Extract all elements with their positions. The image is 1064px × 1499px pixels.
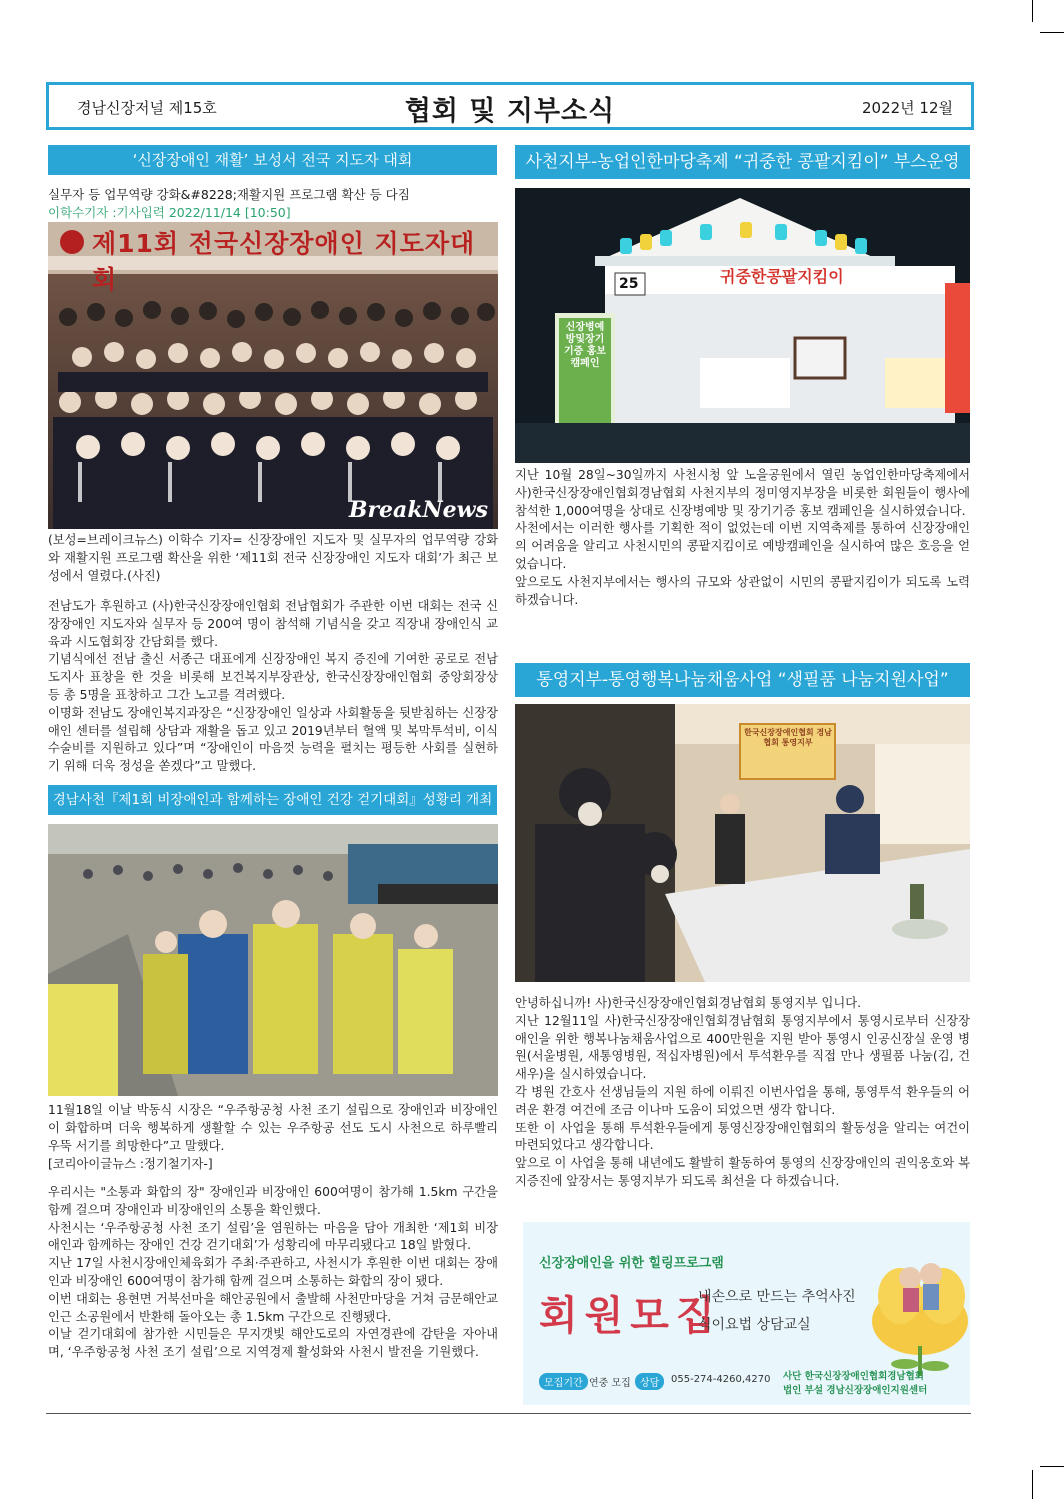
article4-paragraph: 또한 이 사업을 통해 투석환우들에게 통영신장장애인협회의 활동성을 알리는 여건이 마련되었다고 생각합니다. bbox=[515, 1120, 970, 1153]
article1-paragraph: 기념식에선 전남 출신 서종근 대표에게 신장장애인 복지 증진에 기여한 공로로 전남도지사 표창을 한 것을 비롯해 보건복지부장관상, 한국신장장애인협회 중앙회장상 등 총 5명을 표창하고 그간 노고를 격려했다. bbox=[48, 652, 498, 702]
article4-paragraph: 앞으로 이 사업을 통해 내년에도 활발히 활동하여 통영의 신장장애인의 권익옹호와 복지증진에 앞장서는 통영지부가 되도록 최선을 다 하겠습니다. bbox=[515, 1156, 970, 1188]
article2-paragraph: 이번 대회는 용현면 거북선마을 해안공원에서 출발해 사천만마당을 거쳐 금문해안교 인근 소공원에서 반환해 돌아오는 총 1.5km 구간으로 진행됐다. bbox=[48, 1291, 498, 1324]
convention-photo bbox=[48, 222, 498, 529]
article2-paragraph: 지난 17일 사천시장애인체육회가 주최·주관하고, 사천시가 후원한 이번 대회는 장애인과 비장애인 600여명이 참가해 함께 걸으며 소통하는 화합의 장이 됐다. bbox=[48, 1256, 498, 1288]
walking-event-photo bbox=[48, 824, 498, 1096]
article4-paragraph: 안녕하십니까! 사)한국신장장애인협회경남협회 통영지부 입니다. bbox=[515, 996, 862, 1010]
ad-flower-illustration bbox=[865, 1226, 970, 1376]
article2-source: [코리아이글뉴스 :정기철기자-] bbox=[48, 1157, 213, 1171]
journal-issue: 경남신장저널 제15호 bbox=[77, 99, 217, 117]
article3-paragraph: 지난 10월 28일~30일까지 사천시청 앞 노을공원에서 열린 농업인한마당축제에서 사)한국신장장애인협회경남협회 사천지부의 정미영지부장을 비롯한 회원들이 행사에 참석한 1,000여명을 상대로 신장병예방 및 장기기증 홍보 캠페인을 실시하였습니다. bbox=[515, 468, 970, 518]
article2-intro: 11월18일 이날 박동식 시장은 “우주항공청 사천 조기 설립으로 장애인과 비장애인이 화합하며 더욱 행복하게 생활할 수 있는 우주항공 선도 도시 사천으로 하루빨리 우뚝 서기를 희망한다”고 말했다. bbox=[48, 1103, 498, 1153]
article2-paragraph: 사천시는 ‘우주항공청 사천 조기 설립’을 염원하는 마음을 담아 개최한 ‘제1회 비장애인과 함께하는 장애인 건강 걷기대회’가 성황리에 마무리됐다고 18일 밝혔다. bbox=[48, 1220, 498, 1253]
ad-contact-value: 055-274-4260,4270 bbox=[671, 1374, 771, 1385]
article1-caption: (보성=브레이크뉴스) 이학수 기자= 신장장애인 지도자 및 실무자의 업무역량 강화와 재활지원 프로그램 확산을 위한 ‘제11회 전국 신장장애인 지도자 대회’가 최근 보성에서 열렸다.(사진) bbox=[48, 533, 498, 583]
festival-booth-photo bbox=[515, 188, 970, 463]
meeting-banner-text: 한국신장장애인협회 경남협회 통영지부 bbox=[744, 728, 832, 747]
article2-paragraph: 우리시는 "소통과 화합의 장" 장애인과 비장애인 600여명이 참가해 1.5km 구간을 함께 걸으며 장애인과 비장애인의 소통을 확인했다. bbox=[48, 1185, 498, 1217]
booth-vertical-banner: 신장병예방및장기기증 홍보캠페인 bbox=[563, 322, 607, 369]
crop-mark bbox=[1040, 32, 1064, 33]
ad-big-text: 회원모집 bbox=[539, 1293, 722, 1339]
ad-item-diet: 식이요법 상담교실 bbox=[698, 1317, 811, 1333]
convention-banner-text: 제11회 전국신장장애인 지도자대회 bbox=[92, 229, 476, 294]
flower-icon bbox=[865, 1226, 970, 1376]
article2-body bbox=[48, 1184, 498, 1362]
booth-sign-text: 귀중한콩팥지킴이 bbox=[720, 267, 844, 286]
article1-title-bar bbox=[48, 145, 497, 175]
article3-title-bar bbox=[515, 145, 970, 179]
article3-paragraph: 사천에서는 이러한 행사를 기획한 적이 없었는데 이번 지역축제를 통하여 신장장애인의 어려움을 알리고 사천시민의 콩팥지킴이로 예방캠페인을 실시하여 많은 호응을 얻었습니다. bbox=[515, 521, 970, 571]
tongyeong-meeting-photo bbox=[515, 704, 970, 982]
ad-item-photo: 내손으로 만드는 추억사진 bbox=[698, 1289, 856, 1305]
crop-mark bbox=[1032, 0, 1033, 22]
ad-period-label: 모집기간 bbox=[539, 1373, 588, 1390]
article2-paragraph: 이날 걷기대회에 참가한 시민들은 무지갯빛 해안도로의 자연경관에 감탄을 자아내며, ‘우주항공청 사천 조기 설립’으로 지역경제 활성화와 사천시 발전을 기원했다. bbox=[48, 1327, 498, 1360]
walking-event-photo-svg bbox=[48, 824, 498, 1096]
article1-body bbox=[48, 598, 498, 776]
article1-paragraph: 이명화 전남도 장애인복지과장은 “신장장애인 일상과 사회활동을 뒷받침하는 신장장애인 센터를 설립해 상담과 재활을 돕고 있고 2019년부터 혈액 및 복막투석비, 이식수술비를 지원하고 있다”며 “장애인이 마음껏 능력을 펼치는 평등한 사회를 실현하기 위해 더욱 정성을 쏟겠다”고 말했다. bbox=[48, 705, 498, 774]
article2-title-bar bbox=[48, 785, 497, 815]
article2-title: 경남사천『제1회 비장애인과 함께하는 장애인 건강 걷기대회』성황리 개최 bbox=[52, 792, 493, 808]
article3-body bbox=[515, 467, 970, 609]
article4-paragraph: 지난 12월11일 사)한국신장장애인협회경남협회 통영지부에서 통영시로부터 신장장애인을 위한 행복나눔채움사업으로 400만원을 지원 받아 통영시 인공신장실 운영 병원(서울병원, 새통영병원, 적십자병원)에서 투석환우를 직접 만나 생필품 나눔(김, 건새우)을 실시하였습니다. bbox=[515, 1013, 970, 1082]
ad-contact-label: 상담 bbox=[635, 1373, 664, 1390]
article4-title-bar bbox=[515, 663, 970, 697]
article4-body bbox=[515, 995, 970, 1191]
crop-mark bbox=[1040, 1466, 1064, 1467]
bottom-rule bbox=[46, 1413, 971, 1414]
article4-title: 통영지부-통영행복나눔채움사업 “생필품 나눔지원사업” bbox=[536, 670, 949, 690]
breaknews-watermark: BreakNews bbox=[348, 497, 488, 523]
article3-title: 사천지부-농업인한마당축제 “귀중한 콩팥지킴이” 부스운영 bbox=[525, 152, 960, 172]
article1-byline: 이학수기자 :기사입력 2022/11/14 [10:50] bbox=[48, 205, 291, 220]
page-header bbox=[46, 82, 974, 130]
ad-period-value: 연중 모집 bbox=[589, 1378, 631, 1389]
article1-title: ‘신장장애인 재활’ 보성서 전국 지도자 대회 bbox=[132, 151, 413, 169]
booth-number: 25 bbox=[619, 276, 639, 292]
ad-org-line2: 법인 부설 경남신장장애인지원센터 bbox=[783, 1385, 928, 1396]
article1-paragraph: 전남도가 후원하고 (사)한국신장장애인협회 전남협회가 주관한 이번 대회는 전국 신장장애인 지도자와 실무자 등 200여 명이 참석해 기념식을 갖고 직장내 장애인식 교육과 시도협회장 간담회를 했다. bbox=[48, 599, 498, 649]
issue-date: 2022년 12월 bbox=[861, 99, 953, 117]
article3-paragraph: 앞으로도 사천지부에서는 행사의 규모와 상관없이 시민의 콩팥지킴이가 되도록 노력하겠습니다. bbox=[515, 574, 970, 607]
article4-paragraph: 각 병원 간호사 선생님들의 지원 하에 이뤄진 이번사업을 통해, 통영투석 환우들의 어려운 환경 여건에 조금 이나마 도움이 되었으면 생각 합니다. bbox=[515, 1084, 970, 1117]
ad-headline: 신장장애인을 위한 힐링프로그램 bbox=[539, 1256, 724, 1271]
page-title: 협회 및 지부소식 bbox=[404, 96, 616, 127]
crop-mark bbox=[1032, 1470, 1033, 1499]
ad-org-line1: 사단 한국신장장애인협회경남협회 bbox=[783, 1371, 924, 1382]
article1-subtitle: 실무자 등 업무역량 강화&#8228;재활지원 프로그램 확산 등 다짐 bbox=[48, 187, 410, 202]
membership-ad bbox=[523, 1222, 970, 1405]
